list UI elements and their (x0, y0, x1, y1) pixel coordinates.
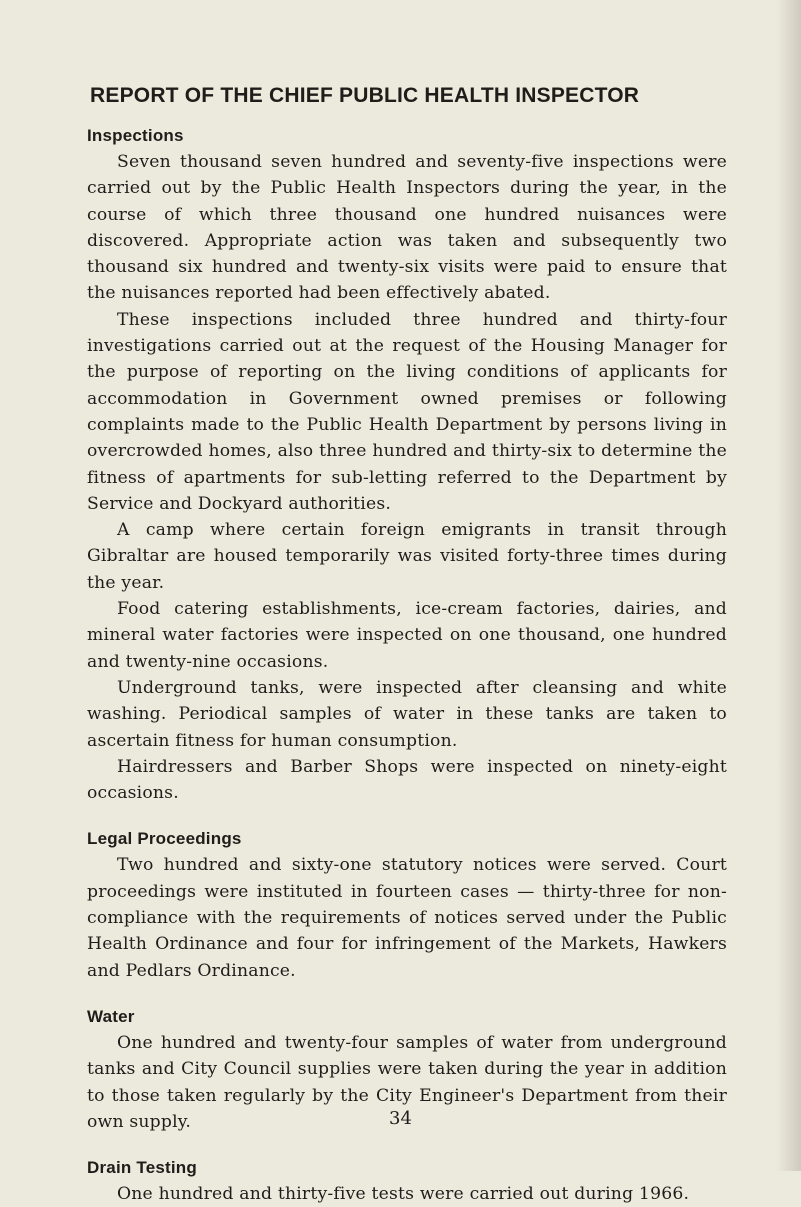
paragraph: Hairdressers and Barber Shops were inspected on ninety-eight occasions. (87, 756, 727, 804)
paragraph: Two hundred and sixty-one statutory notices were served. Court proceedings were instituted in fourteen cases — thirty-three for non-compliance with the requirements of notices served under the Public Health Ordinance and four for infringement of the Markets, Hawkers and Pedlars Ordinance. (87, 855, 727, 981)
section-heading-legal-proceedings: Legal Proceedings (87, 829, 242, 849)
section-drain-testing (87, 1155, 727, 1207)
paragraph: Food catering establishments, ice-cream factories, dairies, and mineral water factories were inspected on one thousand, one hundred and twenty-nine occasions. (87, 599, 727, 672)
paragraph: Seven thousand seven hundred and seventy-five inspections were carried out by the Public Health Inspectors during the year, in the course of which three thousand one hundred nuisances were discovered. Appropriate action was taken and subsequently two thousand six hundred and twenty-six visits were paid to ensure that the nuisances reported had been effectively abated. (87, 152, 727, 304)
report-title: REPORT OF THE CHIEF PUBLIC HEALTH INSPECTOR (90, 84, 640, 107)
paragraph: These inspections included three hundred and thirty-four investigations carried out at the request of the Housing Manager for the purpose of reporting on the living conditions of applicants for accommodation in Government owned premises or following complaints made to the Public Health Department by persons living in overcrowded homes, also three hundred and thirty-six to determine the fitness of apartments for sub-letting referred to the Department by Service and Dockyard authorities. (87, 309, 727, 514)
section-legal-proceedings (87, 826, 727, 983)
section-inspections (87, 123, 727, 806)
report-body (87, 123, 727, 1207)
section-heading-inspections: Inspections (87, 126, 184, 145)
paragraph: Underground tanks, were inspected after cleansing and white washing. Periodical samples of water in these tanks are taken to ascertain fitness for human consumption. (87, 677, 727, 751)
section-heading-drain-testing: Drain Testing (87, 1158, 197, 1178)
paragraph: One hundred and twenty-four samples of water from underground tanks and City Council supplies were taken during the year in addition to those taken regularly by the City Engineer's Department from their own supply. (87, 1032, 727, 1132)
page-number: 34 (389, 1108, 412, 1129)
section-heading-water: Water (87, 1006, 135, 1026)
paragraph: A camp where certain foreign emigrants in transit through Gibraltar are housed temporarily was visited forty-three times during the year. (87, 520, 727, 593)
paragraph: One hundred and thirty-five tests were carried out during 1966. (117, 1184, 690, 1205)
